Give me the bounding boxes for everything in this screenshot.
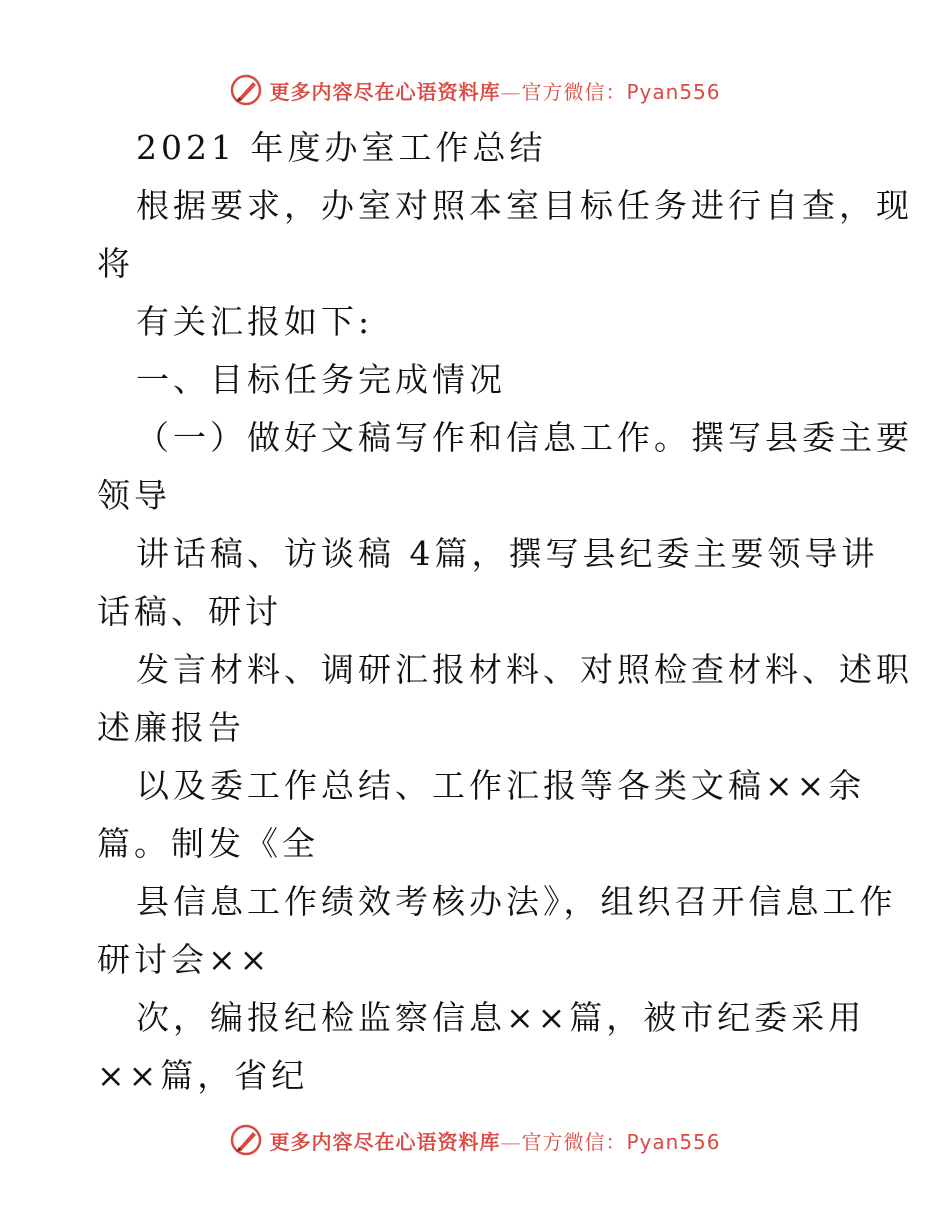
banner-separator: — <box>500 1129 522 1154</box>
paragraph-line: 研讨会×× <box>97 940 272 979</box>
paragraph-line: 次，编报纪检监察信息××篇，被市纪委采用 <box>136 998 866 1037</box>
banner-wechat-id: Pyan556 <box>626 1129 721 1154</box>
banner-text <box>269 1126 720 1155</box>
quill-pen-logo-icon <box>229 73 263 107</box>
banner-title: 更多内容尽在心语资料库 <box>269 1129 501 1154</box>
paragraph-line: 有关汇报如下: <box>136 302 374 341</box>
paragraph-line: ××篇，省纪 <box>97 1056 309 1095</box>
paragraph-line: 将 <box>97 244 134 283</box>
document-title: 2021 年度办室工作总结 <box>136 128 547 167</box>
banner-wechat-label: 官方微信： <box>521 79 627 104</box>
paragraph-line: 篇。制发《全 <box>97 824 319 863</box>
banner-wechat-id: Pyan556 <box>626 79 721 104</box>
header-banner <box>0 70 950 110</box>
paragraph-line: 讲话稿、访谈稿 4篇，撰写县纪委主要领导讲 <box>136 534 879 573</box>
banner-wechat-label: 官方微信： <box>521 1129 627 1154</box>
footer-banner <box>0 1120 950 1160</box>
paragraph-line: 以及委工作总结、工作汇报等各类文稿××余 <box>136 766 866 805</box>
paragraph-line: 领导 <box>97 476 171 515</box>
paragraph-line: 话稿、研讨 <box>97 592 282 631</box>
paragraph-line: 发言材料、调研汇报材料、对照检查材料、述职 <box>136 650 913 689</box>
paragraph-line: 县信息工作绩效考核办法》，组织召开信息工作 <box>136 882 897 921</box>
banner-separator: — <box>500 79 522 104</box>
section-heading: 一、目标任务完成情况 <box>136 360 506 399</box>
paragraph-line: 根据要求，办室对照本室目标任务进行自查，现 <box>136 186 913 225</box>
banner-title: 更多内容尽在心语资料库 <box>269 79 501 104</box>
banner-text <box>269 76 720 105</box>
subsection-heading: （一）做好文稿写作和信息工作。撰写县委主要 <box>136 418 913 457</box>
quill-pen-logo-icon <box>229 1123 263 1157</box>
paragraph-line: 述廉报告 <box>97 708 245 747</box>
